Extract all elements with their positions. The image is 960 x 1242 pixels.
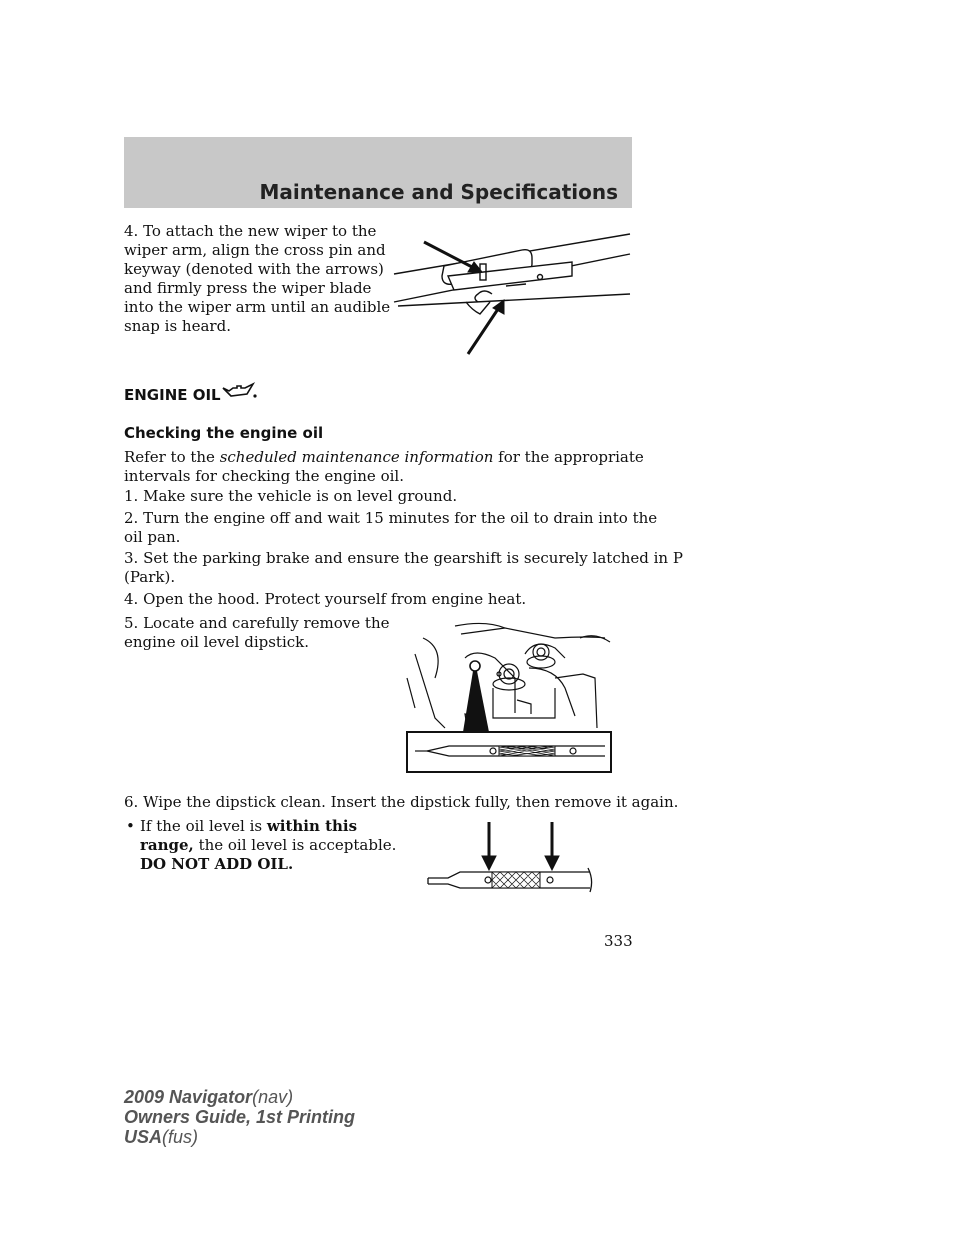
step-3-line1: 3. Set the parking brake and ensure the gearshift is securely latched in P (124, 549, 683, 567)
bullet-symbol: • (126, 817, 135, 835)
step-3-line2: (Park). (124, 568, 176, 586)
bullet-prefix: If the oil level is (140, 817, 267, 835)
footer-model-code: (nav) (252, 1087, 294, 1107)
refer-suffix: for the appropriate (493, 448, 644, 466)
wiper-arm-illustration (392, 224, 632, 359)
page-number: 333 (604, 932, 633, 950)
bullet-rest: the oil level is acceptable. (193, 836, 397, 854)
step-1: 1. Make sure the vehicle is on level ground. (124, 487, 458, 505)
wiper-step-text (124, 222, 390, 336)
step-3 (124, 549, 683, 587)
engine-dipstick-illustration (405, 618, 613, 774)
oil-range-bullet (124, 817, 396, 874)
dipstick-range-illustration (426, 818, 604, 894)
engine-oil-heading-text: ENGINE OIL (124, 386, 221, 404)
engine-oil-heading (124, 386, 221, 404)
wiper-step-line: into the wiper arm until an audible (124, 298, 391, 316)
refer-line2: intervals for checking the engine oil. (124, 467, 404, 485)
wiper-step-line: wiper arm, align the cross pin and (124, 241, 386, 259)
footer-market-code: (fus) (162, 1127, 199, 1147)
document-footer (124, 1087, 355, 1147)
step-2 (124, 509, 657, 547)
refer-italic: scheduled maintenance information (219, 448, 494, 466)
step-6: 6. Wipe the dipstick clean. Insert the dipstick fully, then remove it again. (124, 793, 679, 811)
section-header-band (124, 137, 632, 208)
wiper-step-line: keyway (denoted with the arrows) (124, 260, 384, 278)
wiper-step-line: snap is heard. (124, 317, 231, 335)
step-5-line2: engine oil level dipstick. (124, 633, 310, 651)
bullet-bold-3: DO NOT ADD OIL. (140, 855, 294, 873)
section-title: Maintenance and Specifications (259, 180, 618, 204)
step-4: 4. Open the hood. Protect yourself from engine heat. (124, 590, 527, 608)
refer-prefix: Refer to the (124, 448, 220, 466)
oil-can-icon (221, 382, 259, 402)
footer-model: 2009 Navigator (124, 1087, 253, 1107)
wiper-step-line: and firmly press the wiper blade (124, 279, 372, 297)
checking-oil-subheading: Checking the engine oil (124, 424, 324, 442)
footer-market: USA (124, 1127, 163, 1147)
step-2-line1: 2. Turn the engine off and wait 15 minutes for the oil to drain into the (124, 509, 658, 527)
bullet-bold-1: within this (266, 817, 358, 835)
step-2-line2: oil pan. (124, 528, 181, 546)
step-5 (124, 614, 390, 652)
bullet-bold-2: range, (140, 836, 194, 854)
footer-edition: Owners Guide, 1st Printing (124, 1107, 356, 1127)
step-5-line1: 5. Locate and carefully remove the (124, 614, 390, 632)
wiper-step-line: 4. To attach the new wiper to the (124, 222, 377, 240)
refer-paragraph (124, 448, 644, 486)
